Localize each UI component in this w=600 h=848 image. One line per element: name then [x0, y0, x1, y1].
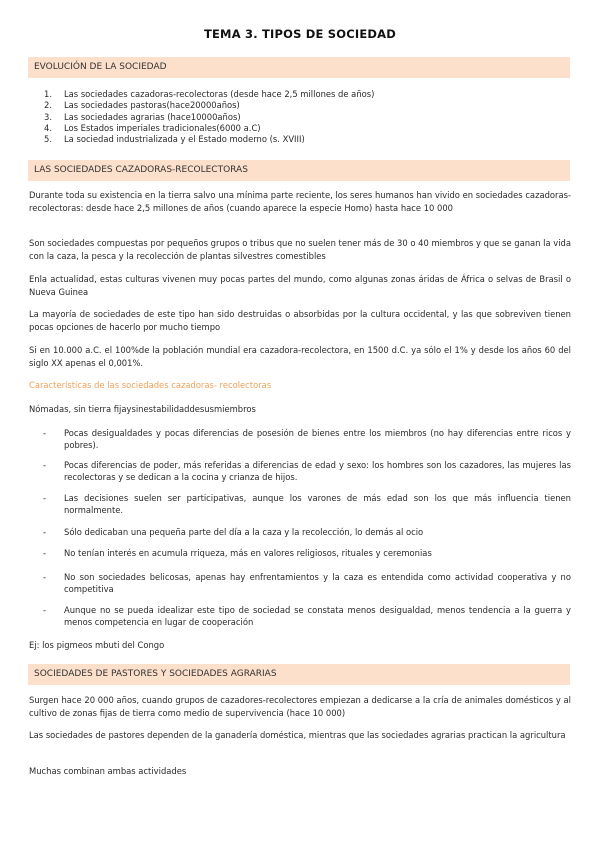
- dash-marker: -: [43, 428, 47, 438]
- paragraph: Surgen hace 20 000 años, cuando grupos de cazadores-recolectores empiezan a dedicarse a la cría de animales domésticos y al cultivo de zonas fijas de tierra como medio de supervivencia (hace 10 000): [29, 695, 571, 718]
- paragraph: Si en 10.000 a.C. el 100%de la población mundial era cazadora-recolectora, en 1500 d.C. ya sólo el 1% y desde los años 60 del siglo XX apenas el 0,001%.: [29, 345, 571, 368]
- list-item: [44, 100, 374, 111]
- paragraph: Muchas combinan ambas actividades: [29, 766, 187, 776]
- list-item: [44, 123, 374, 134]
- list-item: [43, 526, 571, 538]
- dash-marker: -: [43, 527, 47, 537]
- list-text: Las sociedades agrarias (hace10000años): [64, 111, 241, 122]
- dash-marker: -: [43, 493, 47, 503]
- list-item: [43, 547, 571, 559]
- section-heading-cazadoras: LAS SOCIEDADES CAZADORAS-RECOLECTORAS: [28, 160, 570, 181]
- list-item: [44, 134, 374, 145]
- list-number: 2.: [44, 100, 52, 111]
- evolution-list: [44, 89, 374, 145]
- list-text: Pocas diferencias de poder, más referidas a diferencias de edad y sexo: los hombres son los cazadores, las mujeres las recolectoras y se dedican a la cocina y crianza de hijos.: [64, 460, 571, 482]
- paragraph: Durante toda su existencia en la tierra salvo una mínima parte reciente, los seres humanos han vivido en sociedades cazadoras-recolectoras: desde hace 2,5 millones de años (cuando aparece la especie Homo) hasta hace 10 000: [29, 190, 571, 213]
- paragraph: Enla actualidad, estas culturas vivenen muy pocas partes del mundo, como algunas zonas áridas de África o selvas de Brasil o Nueva Guinea: [29, 274, 571, 297]
- list-text: Las sociedades cazadoras-recolectoras (desde hace 2,5 millones de años): [64, 89, 375, 99]
- paragraph-example: Ej: los pigmeos mbuti del Congo: [29, 640, 165, 650]
- section-heading-pastores: SOCIEDADES DE PASTORES Y SOCIEDADES AGRARIAS: [28, 664, 570, 685]
- list-number: 4.: [44, 122, 52, 133]
- list-text: Los Estados imperiales tradicionales(6000 a.C): [64, 122, 261, 133]
- list-text: No son sociedades belicosas, apenas hay enfrentamientos y la caza es entendida como actividad cooperativa y no competitiva: [64, 572, 571, 594]
- list-item: [44, 89, 374, 100]
- list-text: Las sociedades pastoras(hace20000años): [64, 100, 240, 111]
- dash-marker: -: [43, 605, 47, 615]
- list-text: No tenían interés en acumula rriqueza, más en valores religiosos, rituales y ceremonias: [64, 548, 432, 558]
- list-text: Sólo dedicaban una pequeña parte del día a la caza y la recolección, lo demás al ocio: [64, 527, 424, 537]
- list-item: [43, 459, 571, 483]
- paragraph: La mayoría de sociedades de este tipo han sido destruidas o absorbidas por la cultura occidental, y las que sobreviven tienen pocas opciones de hacerlo por mucho tiempo: [29, 309, 571, 332]
- dash-marker: -: [43, 548, 47, 558]
- list-item: [43, 492, 571, 516]
- list-number: 1.: [44, 89, 52, 99]
- list-item: [43, 571, 571, 595]
- dash-marker: -: [43, 460, 47, 470]
- list-number: 5.: [44, 134, 52, 145]
- list-item: [43, 427, 571, 451]
- list-text: Aunque no se pueda idealizar este tipo de sociedad se constata menos desigualdad, menos tendencia a la guerra y menos competencia en lugar de cooperación: [64, 605, 571, 627]
- dash-marker: -: [43, 572, 47, 582]
- list-item: [44, 112, 374, 123]
- list-text: Las decisiones suelen ser participativas, aunque los varones de más edad son los que más influencia tienen normalmente.: [64, 493, 571, 515]
- document-title: TEMA 3. TIPOS DE SOCIEDAD: [203, 27, 397, 41]
- list-text: La sociedad industrializada y el Estado moderno (s. XVIII): [64, 134, 305, 145]
- subheading-caracteristicas: Características de las sociedades cazadoras- recolectoras: [29, 380, 272, 390]
- paragraph: Son sociedades compuestas por pequeños grupos o tribus que no suelen tener más de 30 o 40 miembros y que se ganan la vida con la caza, la pesca y la recolección de plantas silvestres comestibles: [29, 238, 571, 261]
- paragraph-intro: Nómadas, sin tierra fijaysinestabilidaddesusmiembros: [29, 404, 256, 414]
- list-text: Pocas desigualdades y pocas diferencias de posesión de bienes entre los miembros (no hay diferencias entre ricos y pobres).: [64, 428, 571, 450]
- paragraph: Las sociedades de pastores dependen de la ganadería doméstica, mientras que las sociedades agrarias practican la agricultura: [29, 730, 566, 740]
- section-heading-evolucion: EVOLUCIÓN DE LA SOCIEDAD: [28, 57, 570, 78]
- list-number: 3.: [44, 111, 52, 122]
- list-item: [43, 604, 571, 628]
